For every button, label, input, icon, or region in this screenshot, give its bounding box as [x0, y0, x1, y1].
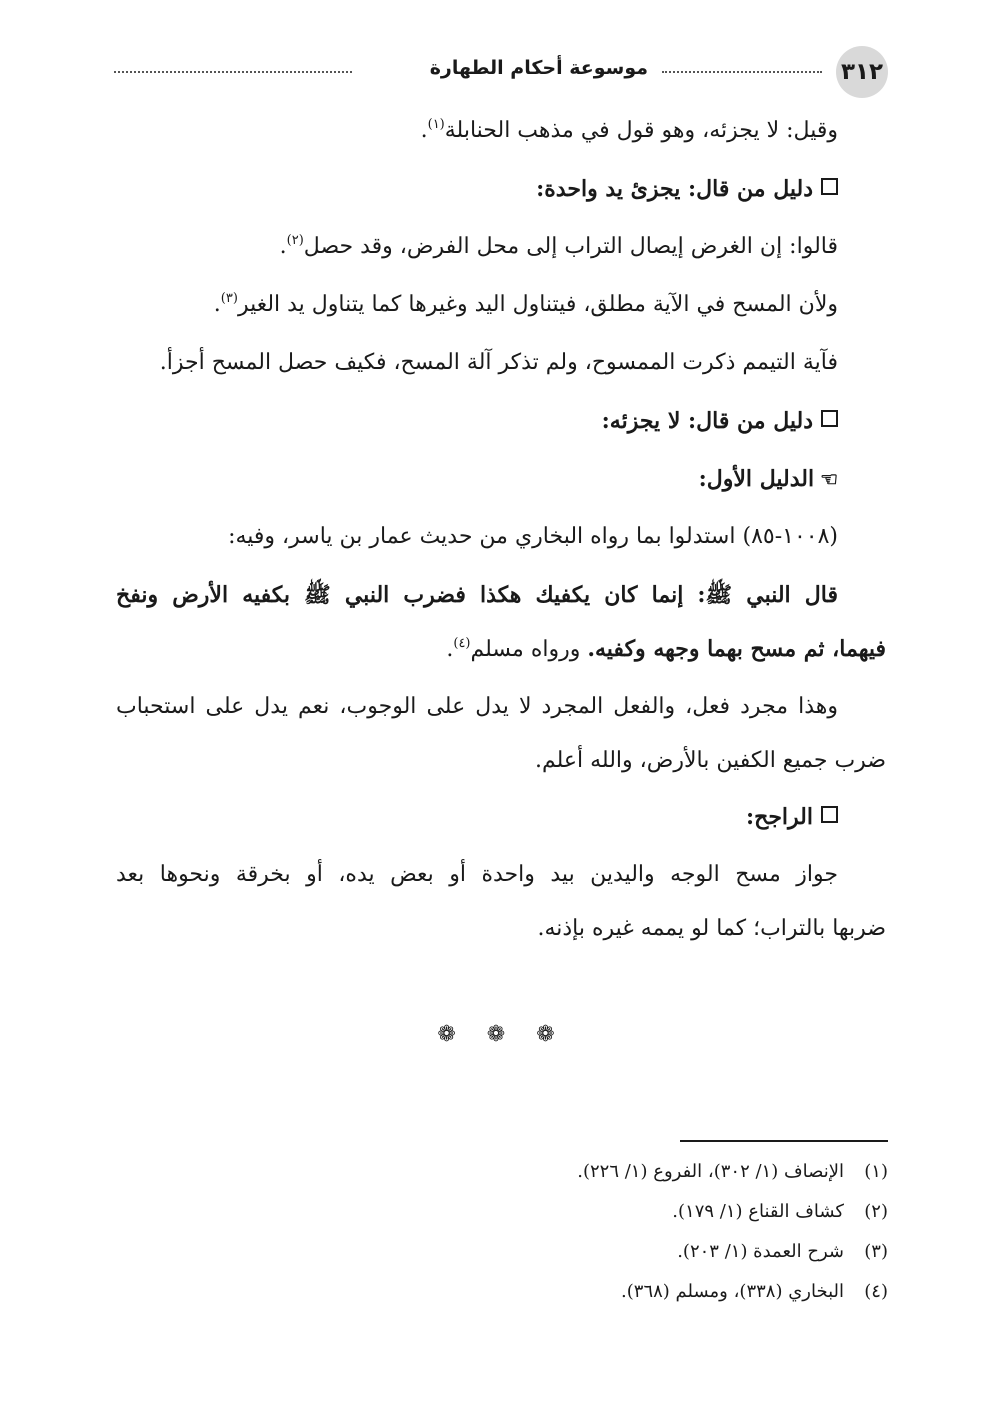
paragraph-line-3: قالوا: إن الغرض إيصال التراب إلى محل الفرض، وقد حصل$^{(٢)}$.: [279, 233, 838, 259]
pointing-hand-icon: ☜: [820, 467, 838, 491]
footnote-2: (٢)كشاف القناع (١/ ١٧٩).: [672, 1201, 888, 1222]
square-bullet-icon: [821, 178, 838, 195]
page-header: [114, 44, 888, 100]
header-dotted-rule-left: [114, 71, 352, 73]
footnote-3: (٣)شرح العمدة (١/ ٢٠٣).: [677, 1241, 888, 1262]
hadith-intro-line: (١٠٠٨-٨٥) استدلوا بما رواه البخاري من حديث عمار بن ياسر، وفيه:: [228, 524, 838, 549]
paragraph-line-4: ولأن المسح في الآية مطلق، فيتناول اليد وغيرها كما يتناول يد الغير$^{(٣)}$.: [213, 291, 838, 317]
footnote-divider: [680, 1140, 888, 1142]
subheading-first-evidence: ☜الدليل الأول:: [116, 462, 838, 496]
page-number: ٣١٢: [836, 46, 888, 98]
header-dotted-rule-right: [662, 71, 822, 73]
paragraph-line-14: جواز مسح الوجه واليدين بيد واحدة أو بعض يده، أو بخرقة ونحوها بعد: [116, 862, 838, 887]
section-heading-no-suffice: دليل من قال: لا يجزئه:: [116, 404, 838, 438]
section-heading-one-hand: دليل من قال: يجزئ يد واحدة:: [116, 172, 838, 206]
footnote-ref-2[interactable]: (٢): [286, 233, 304, 248]
square-bullet-icon: [821, 806, 838, 823]
square-bullet-icon: [821, 410, 838, 427]
paragraph-line-12: ضرب جميع الكفين بالأرض، والله أعلم.: [534, 748, 886, 773]
section-heading-preferred: الراجح:: [116, 800, 838, 834]
footnote-4: (٤)البخاري (٣٣٨)، ومسلم (٣٦٨).: [621, 1281, 888, 1302]
section-separator-flowers: ❁ ❁ ❁: [437, 1022, 567, 1047]
footnote-ref-3[interactable]: (٣): [220, 291, 238, 306]
footnote-1: (١)الإنصاف (١/ ٣٠٢)، الفروع (١/ ٢٢٦).: [577, 1161, 888, 1182]
footnote-ref-4[interactable]: (٤): [453, 636, 471, 651]
paragraph-line-1: وقيل: لا يجزئه، وهو قول في مذهب الحنابلة$^{(١)}$.: [420, 117, 838, 143]
hadith-text-line-2: فيهما، ثم مسح بهما وجهه وكفيه. ورواه مسلم$^{(٤)}$.: [446, 636, 886, 662]
hadith-text-line-1: قال النبي ﷺ: إنما كان يكفيك هكذا فضرب النبي ﷺ بكفيه الأرض ونفخ: [116, 582, 838, 608]
paragraph-line-11: وهذا مجرد فعل، والفعل المجرد لا يدل على الوجوب، نعم يدل على استحباب: [116, 694, 838, 719]
footnote-ref-1[interactable]: (١): [427, 117, 445, 132]
book-title: موسوعة أحكام الطهارة: [429, 57, 648, 79]
paragraph-line-5: فآية التيمم ذكرت الممسوح، ولم تذكر آلة المسح، فكيف حصل المسح أجزأ.: [159, 350, 838, 375]
paragraph-line-15: ضربها بالتراب؛ كما لو يممه غيره بإذنه.: [537, 916, 886, 941]
